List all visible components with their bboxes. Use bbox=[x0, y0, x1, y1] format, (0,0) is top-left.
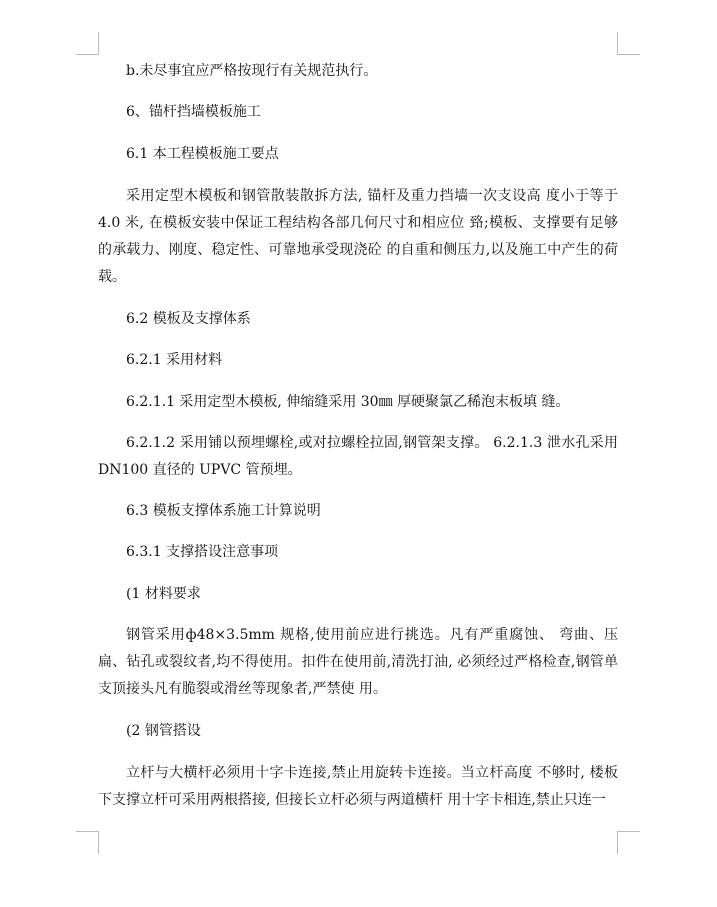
heading-6-2: 6.2 模板及支撑体系 bbox=[126, 311, 251, 327]
paragraph-6-2-1-2: 6.2.1.2 采用铺以预埋螺栓,或对拉螺栓拉固,钢管架支撑。 6.2.1.3 泄水孔采用 DN100 直径的 UPVC 管预埋。 bbox=[98, 435, 618, 478]
heading-section-6: 6、锚杆挡墙模板施工 bbox=[126, 104, 261, 120]
crop-mark-top-left bbox=[76, 32, 99, 55]
heading-6-3-1: 6.3.1 支撑搭设注意事项 bbox=[126, 544, 279, 560]
heading-6-3: 6.3 模板支撑体系施工计算说明 bbox=[126, 503, 321, 519]
paragraph-steel-pipe: 钢管采用ф48×3.5mm 规格,使用前应进行挑选。凡有严重腐蚀、 弯曲、压扁、钻孔或裂纹者,均不得使用。扣件在使用前,清洗打油, 必须经过严格检查,钢管单支顶接头凡有脆裂或滑丝等现象者,严禁使 用。 bbox=[98, 627, 618, 697]
paragraph-formwork-method: 采用定型木模板和钢管散装散拆方法, 锚杆及重力挡墙一次支设高 度小于等于 4.0 米, 在模板安装中保证工程结构各部几何尺寸和相应位 臵;模板、支撑要有足够的承载力、刚度、稳定性、可靠地承受现浇砼 的自重和侧压力,以及施工中产生的荷载。 bbox=[98, 188, 618, 285]
heading-pipe-erection: (2 钢管搭设 bbox=[126, 723, 201, 739]
crop-mark-top-right bbox=[617, 32, 640, 55]
heading-6-1: 6.1 本工程模板施工要点 bbox=[126, 146, 279, 162]
heading-material-requirements: (1 材料要求 bbox=[126, 586, 201, 602]
paragraph-note-b: b.未尽事宜应严格按现行有关规范执行。 bbox=[126, 63, 378, 79]
heading-6-2-1: 6.2.1 采用材料 bbox=[126, 352, 223, 368]
paragraph-6-2-1-1: 6.2.1.1 采用定型木模板, 伸缩缝采用 30㎜ 厚硬聚氯乙稀泡末板填 缝。 bbox=[126, 394, 570, 410]
paragraph-upright-pole: 立杆与大横杆必须用十字卡连接,禁止用旋转卡连接。当立杆高度 不够时, 楼板下支撑立杆可采用两根搭接, 但接长立杆必须与两道横杆 用十字卡相连,禁止只连一 bbox=[98, 765, 618, 808]
crop-mark-bottom-left bbox=[76, 831, 99, 854]
crop-mark-bottom-right bbox=[617, 831, 640, 854]
